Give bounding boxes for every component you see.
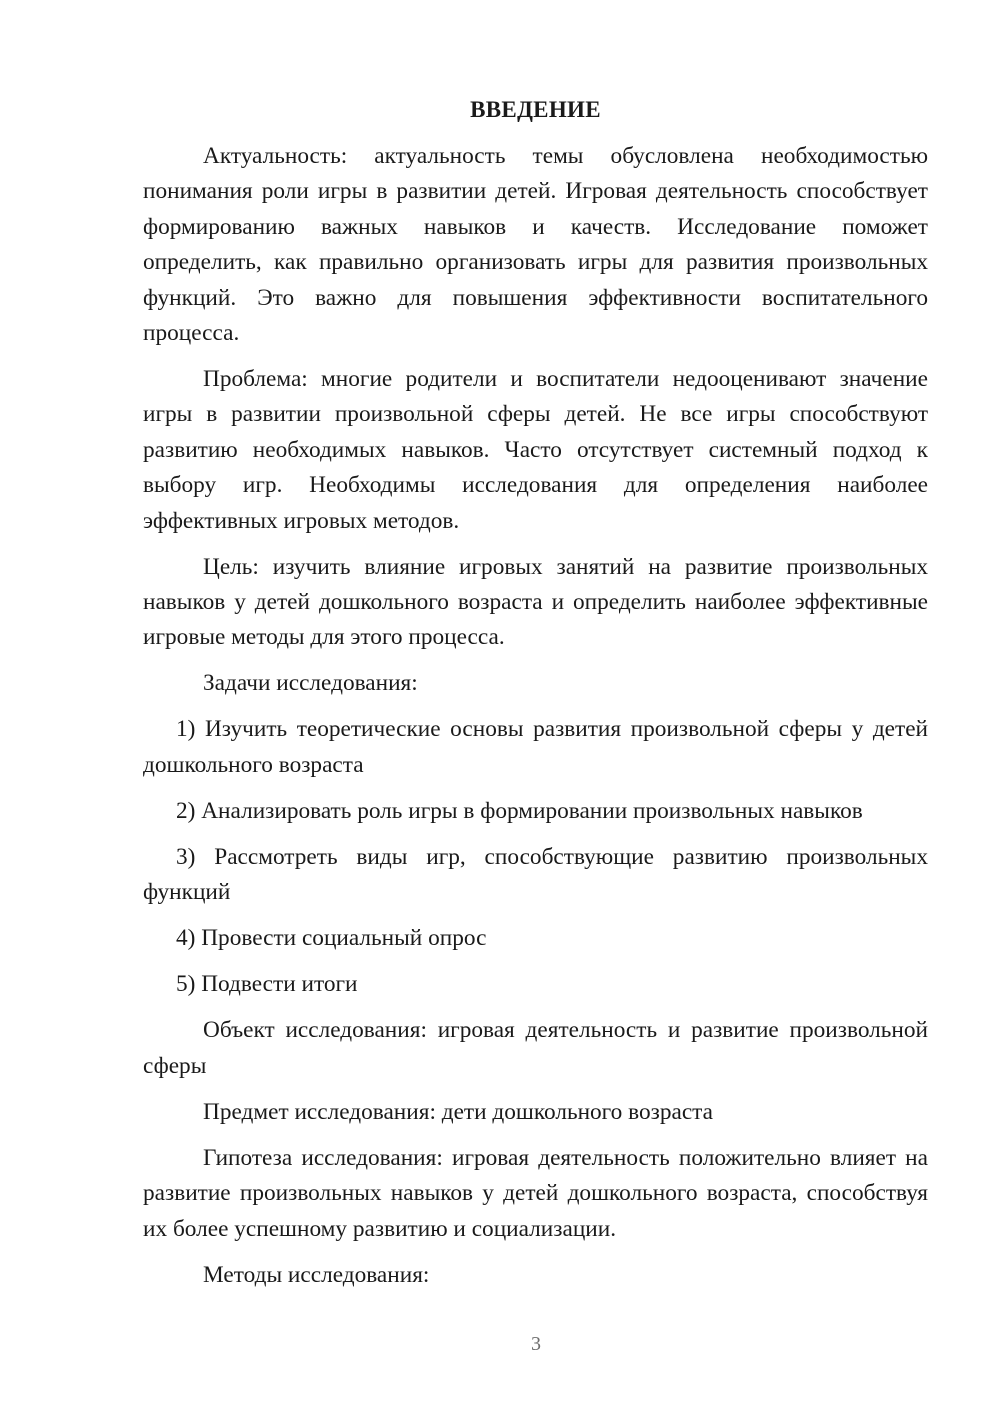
- task-item-2: 2) Анализировать роль игры в формировании произвольных навыков: [176, 797, 863, 824]
- tasks-heading: Задачи исследования:: [203, 670, 418, 697]
- methods-heading: Методы исследования:: [203, 1261, 430, 1288]
- problem-paragraph: Проблема: многие родители и воспитатели недооценивают значение игры в развитии произвольной сферы детей. Не все игры способствуют развитию необходимых навыков. Часто отсутствует системный подход к выбору игр. Необходимы исследования для определения наиболее эффективных игровых методов.: [143, 366, 928, 534]
- task-item-3: 3) Рассмотреть виды игр, способствующие развитию произвольных функций: [143, 843, 928, 906]
- task-item-4: 4) Провести социальный опрос: [176, 925, 487, 952]
- page-number: 3: [531, 1333, 541, 1355]
- task-item-1: 1) Изучить теоретические основы развития произвольной сферы у детей дошкольного возраста: [143, 716, 928, 778]
- subject-paragraph: Предмет исследования: дети дошкольного возраста: [203, 1098, 713, 1125]
- object-paragraph: Объект исследования: игровая деятельность и развитие произвольной сферы: [143, 1017, 928, 1079]
- task-item-5: 5) Подвести итоги: [176, 971, 358, 998]
- hypothesis-paragraph: Гипотеза исследования: игровая деятельность положительно влияет на развитие произвольных навыков у детей дошкольного возраста, способствуя их более успешному развитию и социализации.: [143, 1144, 928, 1242]
- relevance-paragraph: Актуальность: актуальность темы обусловлена необходимостью понимания роли игры в развитии детей. Игровая деятельность способствует формированию важных навыков и качеств. Исследование поможет определить, как правильно организовать игры для развития произвольных функций. Это важно для повышения эффективности воспитательного процесса.: [143, 143, 928, 347]
- goal-paragraph: Цель: изучить влияние игровых занятий на развитие произвольных навыков у детей дошкольного возраста и определить наиболее эффективные игровые методы для этого процесса.: [143, 553, 928, 651]
- section-heading: ВВЕДЕНИЕ: [470, 97, 601, 122]
- page-body: [143, 92, 928, 1304]
